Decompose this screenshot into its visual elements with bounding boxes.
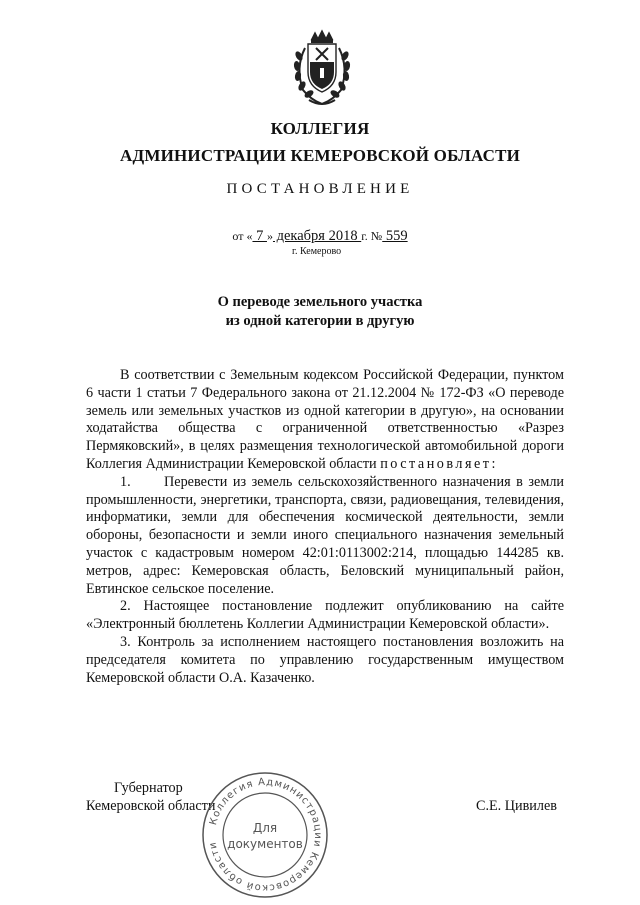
item-1: 1. Перевести из земель сельскохозяйственного назначения в земли промышленности, энергетики, транспорта, связи, радиовещания, телевидения, информатики, земли для обеспечения космической деятельности, земли обороны, безопасности и земли иного специального назначения земельный участок с кадастровым номером 42:01:0113002:214, площадью 144285 кв. метров, адрес: Кемеровская область, Беловский муниципальный район, Евтинское сельское поселение. bbox=[86, 473, 568, 597]
intro-paragraph bbox=[86, 367, 564, 474]
document-body bbox=[86, 367, 568, 687]
document-number: 559 bbox=[382, 228, 408, 244]
stamp-center-line-1: Для bbox=[252, 821, 278, 835]
subject-line-1: О переводе земельного участка bbox=[217, 294, 423, 310]
signature-name: С.Е. Цивилев bbox=[476, 798, 557, 814]
number-prefix: № bbox=[370, 229, 383, 243]
date-day: 7 bbox=[252, 228, 267, 244]
intro-end: : bbox=[491, 455, 496, 472]
item-2: 2. Настоящее постановление подлежит опубликованию на сайте «Электронный бюллетень Коллегии Администрации Кемеровской области». bbox=[86, 598, 564, 633]
item-3: 3. Контроль за исполнением настоящего постановления возложить на председателя комитета по управлению государственным имуществом Кемеровской области О.А. Казаченко. bbox=[86, 633, 564, 686]
date-prefix: от « bbox=[232, 229, 253, 243]
intro-text: В соответствии с Земельным кодексом Российской Федерации, пунктом 6 части 1 статьи 7 Федерального закона от 21.12.2004 № 172-ФЗ «О переводе земель или земельных участков из одной категории в другую», на основании ходатайства общества с ограниченной ответственностью «Разрез Пермяковский», в целях размещения технологической автомобильной дороги Коллегия Администрации Кемеровской области bbox=[86, 367, 564, 472]
signature-position-line-1: Губернатор bbox=[114, 780, 183, 796]
title-line-2: АДМИНИСТРАЦИИ КЕМЕРОВСКОЙ ОБЛАСТИ bbox=[119, 146, 521, 165]
subject-line-2: из одной категории в другую bbox=[225, 313, 415, 329]
city-label: г. Кемерово bbox=[292, 246, 342, 257]
stamp-center-line-2: документов bbox=[227, 837, 303, 851]
document-type: ПОСТАНОВЛЕНИЕ bbox=[226, 181, 414, 197]
signature-position-line-2: Кемеровской области bbox=[86, 798, 216, 814]
date-mid: » bbox=[266, 229, 273, 243]
stamp-ring-text: Коллегия Администрации Кемеровской области bbox=[207, 776, 324, 894]
intro-spaced-text: постановляет bbox=[380, 455, 492, 472]
date-month-year: декабря 2018 bbox=[272, 228, 362, 244]
date-line bbox=[0, 228, 640, 245]
official-stamp-icon bbox=[200, 770, 330, 900]
coat-of-arms-icon bbox=[289, 28, 355, 108]
title-line-1: КОЛЛЕГИЯ bbox=[270, 119, 370, 138]
date-year-suffix: г. bbox=[361, 229, 368, 243]
